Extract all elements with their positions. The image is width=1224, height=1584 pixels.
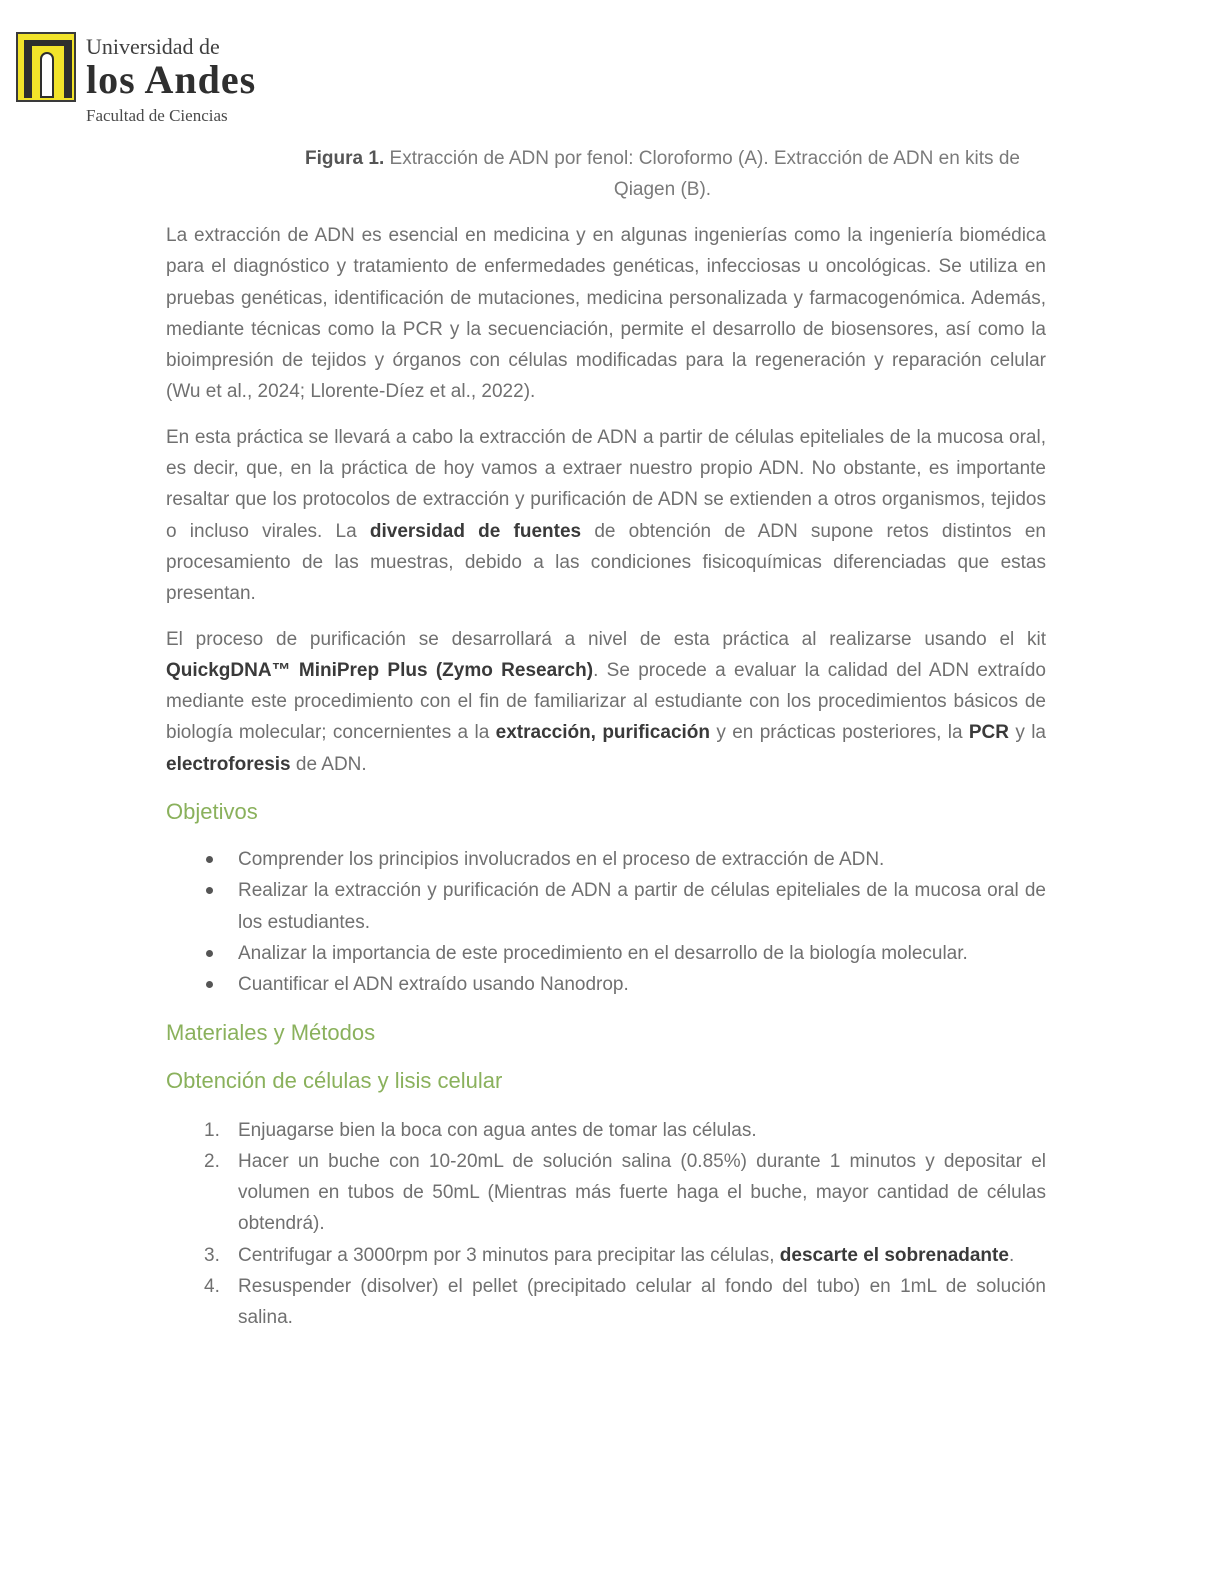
- bold-term: extracción, purificación: [495, 722, 711, 744]
- text-span: de obtención de ADN supone retos distintos en procesamiento de las muestras, debido a las condiciones fisicoquímicas diferenciadas que estas presentan.: [166, 520, 1046, 605]
- list-item: [166, 844, 1046, 875]
- logo-line-3: Facultad de Ciencias: [86, 106, 228, 125]
- figure-caption-text: Extracción de ADN por fenol: Cloroformo (A). Extracción de ADN en kits de Qiagen (B).: [389, 148, 1020, 200]
- list-item-text: Cuantificar el ADN extraído usando Nanodrop.: [238, 974, 629, 996]
- figure-caption: [290, 143, 1035, 205]
- university-logo: [16, 30, 266, 130]
- step-number: 1.: [204, 1119, 220, 1141]
- intro-paragraph-1: La extracción de ADN es esencial en medicina y en algunas ingenierías como la ingeniería biomédica para el diagnóstico y tratamiento de enfermedades genéticas, infecciosas u oncológicas. Se utiliza en pruebas genéticas, identificación de mutaciones, medicina personalizada y farmacogenómica. Además, mediante técnicas como la PCR y la secuenciación, permite el desarrollo de biosensores, así como la bioimpresión de tejidos y órganos con células modificadas para la regeneración y reparación celular (Wu et al., 2024; Llorente-Díez et al., 2022).: [166, 225, 1046, 403]
- list-item-text: Realizar la extracción y purificación de ADN a partir de células epiteliales de la mucosa oral de los estudiantes.: [238, 880, 1046, 933]
- list-item-text: Analizar la importancia de este procedimiento en el desarrollo de la biología molecular.: [238, 942, 968, 964]
- intro-paragraph-3: [166, 624, 1046, 780]
- list-item-text: Comprender los principios involucrados en el proceso de extracción de ADN.: [238, 849, 885, 871]
- methods-steps-list: [166, 1115, 1046, 1334]
- methods-heading: Materiales y Métodos: [166, 1019, 376, 1045]
- bold-term: PCR: [968, 722, 1009, 744]
- kit-name: QuickgDNA™ MiniPrep Plus (Zymo Research): [166, 659, 594, 681]
- methods-subheading: Obtención de células y lisis celular: [166, 1067, 503, 1093]
- intro-paragraph-2: [166, 422, 1046, 610]
- list-item: [166, 875, 1046, 938]
- step-text: Centrifugar a 3000rpm por 3 minutos para precipitar las células,: [238, 1244, 775, 1266]
- text-span: El proceso de purificación se desarrollará a nivel de esta práctica al realizarse usando el kit: [166, 628, 1046, 650]
- logo-line-1: Universidad de: [86, 34, 220, 59]
- text-span: En esta práctica se llevará a cabo la extracción de ADN a partir de células epiteliales de la mucosa oral, es decir, que, en la práctica de hoy vamos a extraer nuestro propio ADN. No obstante, es importante resaltar que los protocolos de extracción y purificación de ADN se extienden a otros organismos, tejidos o incluso virales. La: [166, 426, 1046, 542]
- text-span: y en prácticas posteriores, la: [716, 722, 963, 744]
- bullet-icon: [206, 950, 213, 957]
- bold-term: electroforesis: [166, 753, 291, 775]
- list-item: [166, 1271, 1046, 1334]
- step-text: Hacer un buche con 10-20mL de solución salina (0.85%) durante 1 minutos y depositar el volumen en tubos de 50mL (Mientras más fuerte haga el buche, mayor cantidad de células obtendrá).: [238, 1150, 1046, 1235]
- step-text: Enjuagarse bien la boca con agua antes de tomar las células.: [238, 1119, 757, 1141]
- bold-term: descarte el sobrenadante: [779, 1244, 1009, 1266]
- objectives-heading: Objetivos: [166, 799, 258, 825]
- text-span: de ADN.: [295, 753, 367, 775]
- text-span: . Se procede a evaluar la calidad del ADN extraído mediante este procedimiento con el fin de familiarizar al estudiante con los procedimientos básicos de biología molecular; concernientes a la: [166, 659, 1046, 744]
- list-item: [166, 938, 1046, 969]
- logo-emblem-icon: [16, 32, 76, 102]
- step-text: Resuspender (disolver) el pellet (precipitado celular al fondo del tubo) en 1mL de solución salina.: [238, 1276, 1046, 1329]
- bold-term: diversidad de fuentes: [369, 520, 582, 542]
- bullet-icon: [206, 981, 213, 988]
- step-number: 3.: [204, 1244, 220, 1266]
- logo-line-2: los Andes: [86, 57, 257, 102]
- step-text: .: [1008, 1244, 1015, 1266]
- list-item: [166, 1240, 1046, 1271]
- objectives-list: [166, 844, 1046, 1000]
- bullet-icon: [206, 887, 213, 894]
- text-span: y la: [1015, 722, 1047, 744]
- figure-label: Figura 1.: [305, 148, 385, 169]
- list-item: [166, 969, 1046, 1000]
- document-body: [166, 220, 1046, 1334]
- list-item: [166, 1146, 1046, 1240]
- list-item: [166, 1115, 1046, 1146]
- step-number: 2.: [204, 1150, 220, 1172]
- bullet-icon: [206, 856, 213, 863]
- step-number: 4.: [204, 1276, 220, 1298]
